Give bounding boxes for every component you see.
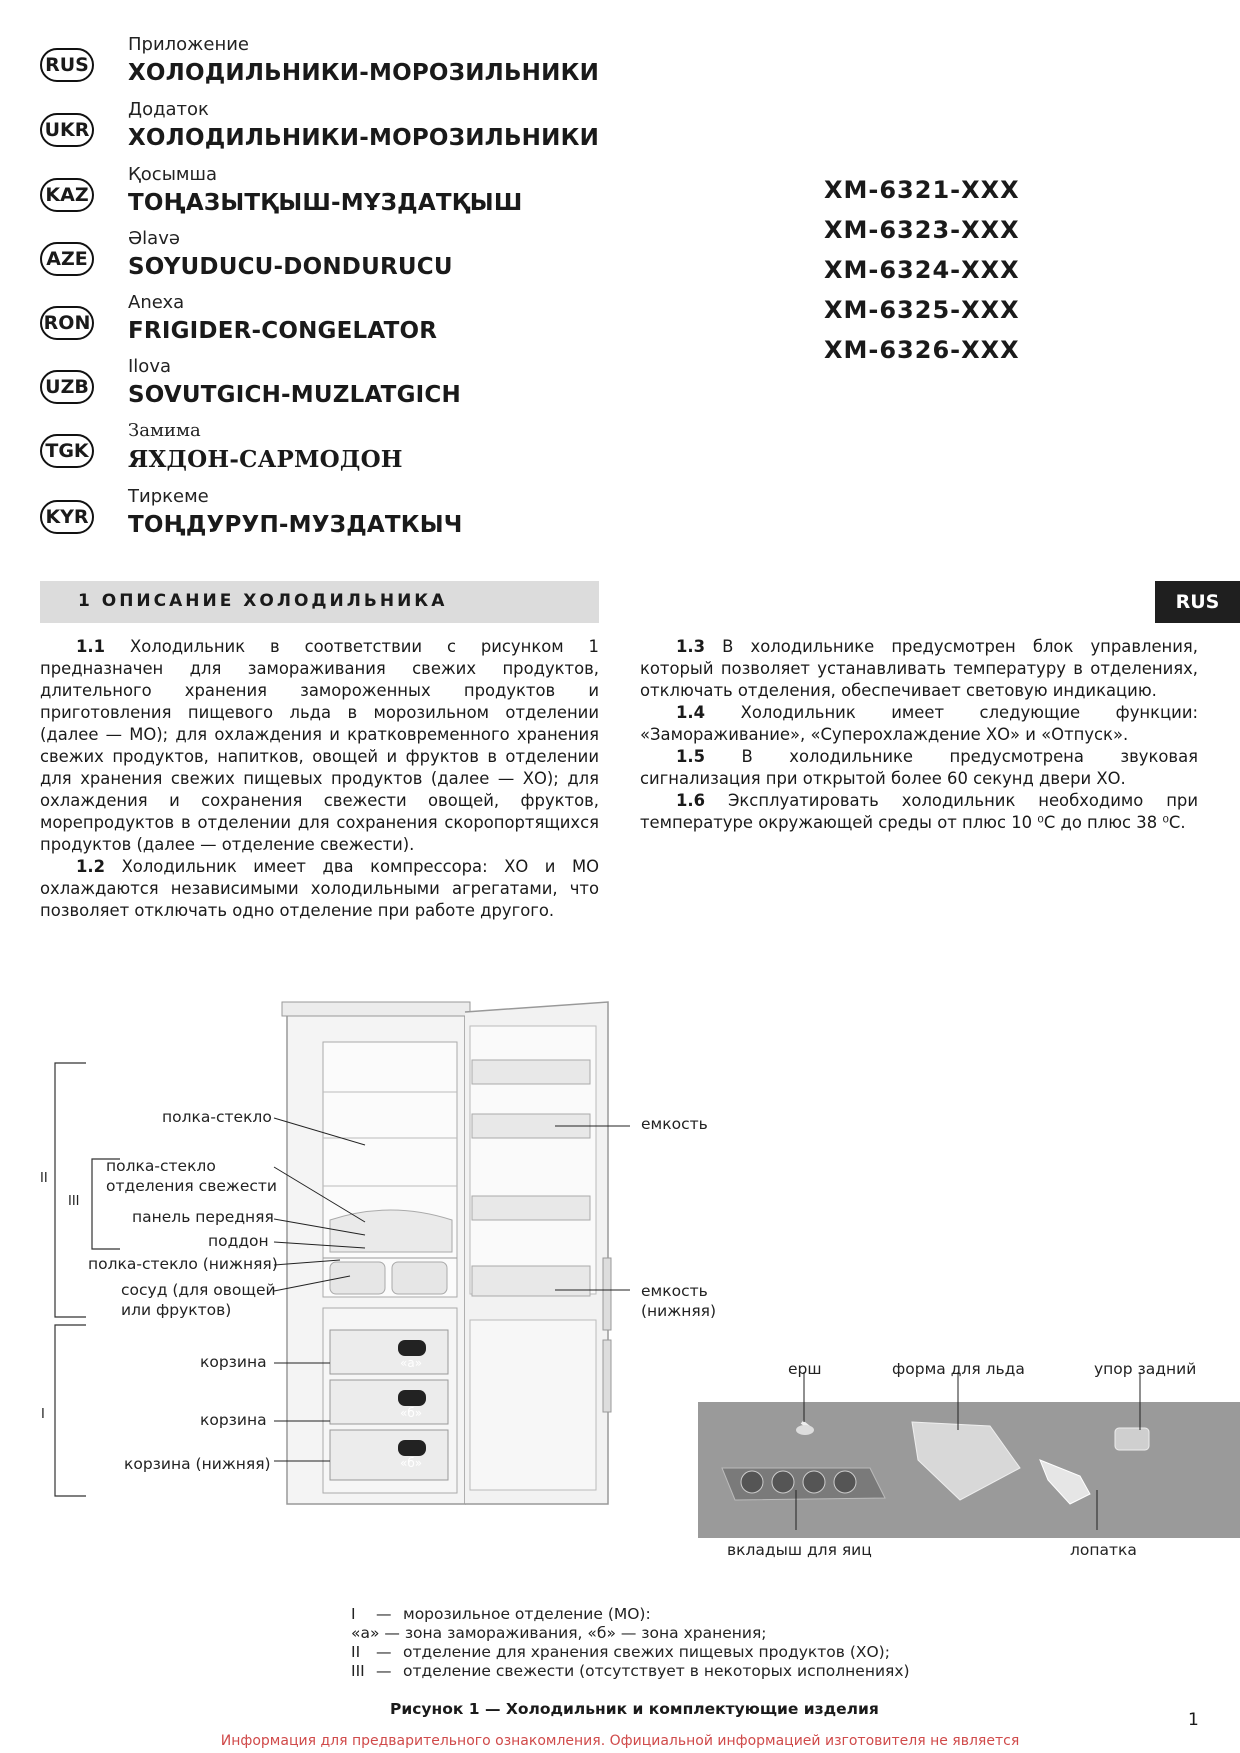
footer-disclaimer: Информация для предварительного ознакомления. Официальной информацией изготовителя не является <box>220 1733 1020 1749</box>
lang-title-kyr: ТОҢДУРУП-МУЗДАТКЫЧ <box>128 512 463 538</box>
model-item: ХМ-6326-ХХХ <box>824 336 1020 364</box>
paragraph-text: Эксплуатировать холодильник необходимо при температуре окружающей среды от плюс 10 ⁰С до плюс 38 ⁰С. <box>640 791 1198 832</box>
paragraph-number: 1.3 <box>676 637 706 656</box>
accessories-panel <box>698 1402 1240 1538</box>
paragraph-1-2 <box>40 856 599 922</box>
label-basket: корзина <box>200 1411 267 1429</box>
legend-dash: — <box>376 1662 392 1680</box>
fridge-illustration <box>282 1002 611 1504</box>
paragraph-number: 1.6 <box>676 791 706 810</box>
paragraph-1-3 <box>640 636 1198 702</box>
egg-insert-icon <box>722 1468 885 1500</box>
label-shelf-fresh: полка-стекло <box>106 1157 216 1175</box>
lang-row-ukr <box>40 99 600 169</box>
paragraph-text: Холодильник в соответствии с рисунком 1 предназначен для замораживания свежих продуктов, длительного хранения замороженных продуктов и приготовления пищевого льда в морозильном отделении (далее — МО); для охлаждения и кратковременного хранения свежих продуктов, напитков, овощей и фруктов в отделении для хранения свежих пищевых продуктов (далее — ХО); для охлаждения и сохранения свежести овощей, фруктов, морепродуктов в отделении для сохранения скоропортящихся продуктов (далее — отделение свежести). <box>40 637 599 854</box>
lang-row-uzb <box>40 356 600 426</box>
label-vessel-cont: или фруктов) <box>121 1301 232 1319</box>
label-container-lower: емкость <box>641 1282 708 1300</box>
section-title: 1 ОПИСАНИЕ ХОЛОДИЛЬНИКА <box>78 591 448 611</box>
label-basket-lower: корзина (нижняя) <box>124 1455 271 1473</box>
lang-row-ron <box>40 292 600 362</box>
lang-title-ukr: ХОЛОДИЛЬНИКИ-МОРОЗИЛЬНИКИ <box>128 125 600 151</box>
model-item: ХМ-6323-ХХХ <box>824 216 1020 244</box>
label-tray: поддон <box>208 1232 269 1250</box>
lang-title-rus: ХОЛОДИЛЬНИКИ-МОРОЗИЛЬНИКИ <box>128 60 600 86</box>
lang-badge-kyr: KYR <box>40 500 94 534</box>
section-header <box>40 581 599 623</box>
label-shelf-glass: полка-стекло <box>162 1108 272 1126</box>
model-item: ХМ-6324-ХХХ <box>824 256 1020 284</box>
roman-II: II <box>40 1171 48 1186</box>
lang-row-aze <box>40 228 600 298</box>
lang-title-uzb: SOVUTGICH-MUZLATGICH <box>128 382 461 408</box>
lang-row-rus <box>40 34 600 104</box>
lang-badge-rus: RUS <box>40 48 94 82</box>
paragraph-number: 1.5 <box>676 747 706 766</box>
zone-mark-b: «б» <box>400 1456 423 1470</box>
legend-text: отделение для хранения свежих пищевых продуктов (ХО); <box>403 1643 890 1661</box>
lang-subtitle-kaz: Қосымша <box>128 164 217 185</box>
lang-badge-tgk: TGK <box>40 434 94 468</box>
zone-mark-a: «а» <box>400 1356 423 1370</box>
paragraph-1-4 <box>640 702 1198 746</box>
paragraph-text: В холодильнике предусмотрен блок управления, который позволяет устанавливать температуру в отделениях, отключать отделения, обеспечивает световую индикацию. <box>640 637 1198 700</box>
label-front-panel: панель передняя <box>132 1208 274 1226</box>
legend-text: морозильное отделение (МО): <box>403 1605 651 1623</box>
paragraph-text: Холодильник имеет два компрессора: ХО и МО охлаждаются независимыми холодильными агрегатами, что позволяет отключать одно отделение при работе другого. <box>40 857 599 920</box>
lang-subtitle-tgk: Замима <box>128 420 201 441</box>
model-item: ХМ-6325-ХХХ <box>824 296 1020 324</box>
legend-text: отделение свежести (отсутствует в некоторых исполнениях) <box>403 1662 910 1680</box>
label-back-stop: упор задний <box>1094 1360 1197 1378</box>
lang-subtitle-rus: Приложение <box>128 34 250 55</box>
lang-badge-ron: RON <box>40 306 94 340</box>
zone-mark-b: «б» <box>400 1406 423 1420</box>
lang-badge-ukr: UKR <box>40 113 94 147</box>
lang-row-tgk <box>40 420 600 490</box>
lang-badge-uzb: UZB <box>40 370 94 404</box>
legend-key: II <box>351 1643 361 1661</box>
paragraph-text: В холодильнике предусмотрена звуковая сигнализация при открытой более 60 секунд двери ХО. <box>640 747 1198 788</box>
label-shelf-lower: полка-стекло (нижняя) <box>88 1255 278 1273</box>
label-container: емкость <box>641 1115 708 1133</box>
paragraph-number: 1.4 <box>676 703 706 722</box>
lang-title-tgk: ЯХДОН-САРМОДОН <box>128 446 403 473</box>
lang-subtitle-kyr: Тиркеме <box>128 486 209 507</box>
label-container-lower-cont: (нижняя) <box>641 1302 717 1320</box>
legend-key: I <box>351 1605 356 1623</box>
lang-subtitle-ron: Anexa <box>128 292 185 313</box>
lang-badge-aze: AZE <box>40 242 94 276</box>
lang-subtitle-aze: Əlavə <box>128 228 180 249</box>
lang-title-ron: FRIGIDER-CONGELATOR <box>128 318 438 344</box>
lang-title-kaz: ТОҢАЗЫТҚЫШ-МҰЗДАТҚЫШ <box>128 190 523 216</box>
paragraph-text: Холодильник имеет следующие функции: «Замораживание», «Суперохлаждение ХО» и «Отпуск». <box>640 703 1198 744</box>
label-egg-insert: вкладыш для яиц <box>727 1541 872 1559</box>
paragraph-1-5 <box>640 746 1198 790</box>
model-item: ХМ-6321-ХХХ <box>824 176 1020 204</box>
roman-III: III <box>68 1194 80 1209</box>
language-tab: RUS <box>1155 581 1240 623</box>
paragraph-1-6 <box>640 790 1198 834</box>
legend-key: III <box>351 1662 365 1680</box>
label-spatula: лопатка <box>1070 1541 1137 1559</box>
page-number: 1 <box>1188 1710 1199 1730</box>
label-basket: корзина <box>200 1353 267 1371</box>
legend-text: «а» — зона замораживания, «б» — зона хранения; <box>351 1624 767 1642</box>
legend-dash: — <box>376 1643 392 1661</box>
legend-dash: — <box>376 1605 392 1623</box>
text-column-left <box>40 636 599 922</box>
lang-badge-kaz: KAZ <box>40 178 94 212</box>
label-ice-form: форма для льда <box>892 1360 1025 1378</box>
lang-subtitle-uzb: Ilova <box>128 356 172 377</box>
text-column-right <box>640 636 1198 834</box>
label-vessel: сосуд (для овощей <box>121 1281 276 1299</box>
paragraph-number: 1.1 <box>76 637 106 656</box>
fridge-figure <box>0 990 1240 1570</box>
back-stop-icon <box>1115 1428 1149 1450</box>
paragraph-number: 1.2 <box>76 857 106 876</box>
paragraph-1-1 <box>40 636 599 856</box>
label-brush: ерш <box>788 1360 822 1378</box>
label-shelf-fresh-cont: отделения свежести <box>106 1177 277 1195</box>
lang-row-kyr <box>40 486 600 556</box>
lang-title-aze: SOYUDUCU-DONDURUCU <box>128 254 453 280</box>
compartment-brackets <box>55 1063 120 1496</box>
figure-caption: Рисунок 1 — Холодильник и комплектующие изделия <box>390 1700 879 1718</box>
lang-row-kaz <box>40 164 600 234</box>
lang-subtitle-ukr: Додаток <box>128 99 209 120</box>
roman-I: I <box>41 1407 45 1422</box>
